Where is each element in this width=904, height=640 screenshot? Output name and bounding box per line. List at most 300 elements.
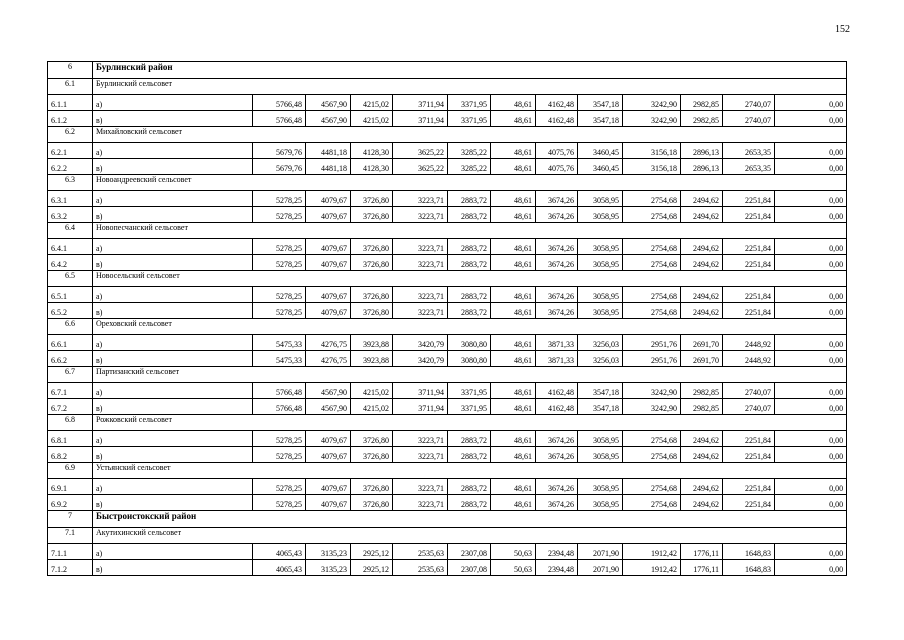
value-cell: 2754,68 (623, 447, 681, 463)
value-cell: 3242,90 (623, 111, 681, 127)
value-cell: 2448,92 (723, 335, 775, 351)
value-cell: 3923,88 (351, 351, 393, 367)
value-cell: 3223,71 (393, 303, 448, 319)
value-cell: 3674,26 (536, 239, 578, 255)
value-cell: 0,00 (775, 111, 847, 127)
row-code: 6.8 (48, 415, 93, 431)
value-cell: 3223,71 (393, 255, 448, 271)
table-row (48, 335, 847, 351)
value-cell: 0,00 (775, 495, 847, 511)
row-code: 6.2.2 (48, 159, 93, 175)
value-cell: 2251,84 (723, 207, 775, 223)
value-cell: 2494,62 (681, 191, 723, 207)
value-cell: 2982,85 (681, 399, 723, 415)
value-cell: 2740,07 (723, 95, 775, 111)
row-name: а) (93, 143, 253, 159)
value-cell: 2883,72 (448, 207, 491, 223)
row-name: Новопесчанский сельсовет (93, 223, 847, 239)
value-cell: 4079,67 (306, 495, 351, 511)
value-cell: 4079,67 (306, 431, 351, 447)
value-cell: 0,00 (775, 399, 847, 415)
row-code: 6.3.2 (48, 207, 93, 223)
value-cell: 2494,62 (681, 495, 723, 511)
value-cell: 2754,68 (623, 191, 681, 207)
row-code: 6.7.2 (48, 399, 93, 415)
value-cell: 0,00 (775, 255, 847, 271)
value-cell: 5278,25 (253, 287, 306, 303)
value-cell: 3726,80 (351, 239, 393, 255)
value-cell: 2982,85 (681, 383, 723, 399)
value-cell: 2896,13 (681, 159, 723, 175)
value-cell: 3285,22 (448, 143, 491, 159)
value-cell: 5278,25 (253, 255, 306, 271)
value-cell: 2251,84 (723, 303, 775, 319)
table-row (48, 95, 847, 111)
value-cell: 48,61 (491, 191, 536, 207)
council-row (48, 415, 847, 431)
value-cell: 4215,02 (351, 399, 393, 415)
value-cell: 48,61 (491, 479, 536, 495)
row-code: 6.9 (48, 463, 93, 479)
value-cell: 3674,26 (536, 495, 578, 511)
row-name: Новосельский сельсовет (93, 271, 847, 287)
value-cell: 2494,62 (681, 303, 723, 319)
value-cell: 3547,18 (578, 383, 623, 399)
value-cell: 3256,03 (578, 335, 623, 351)
value-cell: 3711,94 (393, 399, 448, 415)
value-cell: 48,61 (491, 95, 536, 111)
value-cell: 3371,95 (448, 399, 491, 415)
value-cell: 50,63 (491, 544, 536, 560)
value-cell: 3242,90 (623, 399, 681, 415)
district-row (48, 62, 847, 79)
value-cell: 48,61 (491, 255, 536, 271)
value-cell: 2251,84 (723, 479, 775, 495)
row-name: в) (93, 447, 253, 463)
value-cell: 4075,76 (536, 159, 578, 175)
value-cell: 3058,95 (578, 191, 623, 207)
value-cell: 3674,26 (536, 207, 578, 223)
value-cell: 5278,25 (253, 495, 306, 511)
row-name: а) (93, 287, 253, 303)
table-row (48, 383, 847, 399)
value-cell: 0,00 (775, 479, 847, 495)
value-cell: 1912,42 (623, 544, 681, 560)
value-cell: 1776,11 (681, 544, 723, 560)
value-cell: 0,00 (775, 544, 847, 560)
council-row (48, 528, 847, 544)
value-cell: 3135,23 (306, 560, 351, 576)
value-cell: 5766,48 (253, 111, 306, 127)
value-cell: 4481,18 (306, 159, 351, 175)
value-cell: 2883,72 (448, 447, 491, 463)
value-cell: 4162,48 (536, 111, 578, 127)
value-cell: 3711,94 (393, 111, 448, 127)
table-body (48, 62, 847, 576)
table-row (48, 447, 847, 463)
row-name: а) (93, 383, 253, 399)
value-cell: 3726,80 (351, 303, 393, 319)
value-cell: 2494,62 (681, 239, 723, 255)
row-name: а) (93, 479, 253, 495)
value-cell: 0,00 (775, 335, 847, 351)
value-cell: 0,00 (775, 303, 847, 319)
value-cell: 48,61 (491, 207, 536, 223)
value-cell: 4079,67 (306, 239, 351, 255)
council-row (48, 319, 847, 335)
value-cell: 3223,71 (393, 191, 448, 207)
value-cell: 2251,84 (723, 287, 775, 303)
row-code: 6.4.2 (48, 255, 93, 271)
row-name: Устьянский сельсовет (93, 463, 847, 479)
value-cell: 3080,80 (448, 335, 491, 351)
row-name: в) (93, 159, 253, 175)
value-cell: 4276,75 (306, 351, 351, 367)
value-cell: 2951,76 (623, 335, 681, 351)
council-row (48, 79, 847, 95)
row-code: 6 (48, 62, 93, 79)
row-name: Партизанский сельсовет (93, 367, 847, 383)
value-cell: 2251,84 (723, 255, 775, 271)
value-cell: 4128,30 (351, 159, 393, 175)
value-cell: 4079,67 (306, 287, 351, 303)
value-cell: 4567,90 (306, 399, 351, 415)
row-code: 6.5.1 (48, 287, 93, 303)
value-cell: 2754,68 (623, 239, 681, 255)
value-cell: 3674,26 (536, 191, 578, 207)
value-cell: 5766,48 (253, 399, 306, 415)
value-cell: 2251,84 (723, 495, 775, 511)
value-cell: 3223,71 (393, 207, 448, 223)
value-cell: 3726,80 (351, 207, 393, 223)
value-cell: 48,61 (491, 287, 536, 303)
row-code: 6.5 (48, 271, 93, 287)
table-row (48, 479, 847, 495)
council-row (48, 463, 847, 479)
value-cell: 3726,80 (351, 431, 393, 447)
table-row (48, 351, 847, 367)
row-code: 6.9.2 (48, 495, 93, 511)
value-cell: 3242,90 (623, 383, 681, 399)
value-cell: 2307,08 (448, 544, 491, 560)
value-cell: 2982,85 (681, 111, 723, 127)
value-cell: 4079,67 (306, 447, 351, 463)
value-cell: 2494,62 (681, 255, 723, 271)
value-cell: 4079,67 (306, 255, 351, 271)
district-row (48, 511, 847, 528)
value-cell: 0,00 (775, 560, 847, 576)
value-cell: 0,00 (775, 95, 847, 111)
value-cell: 48,61 (491, 159, 536, 175)
row-code: 6.8.2 (48, 447, 93, 463)
value-cell: 3871,33 (536, 335, 578, 351)
row-name: Ореховский сельсовет (93, 319, 847, 335)
council-row (48, 223, 847, 239)
value-cell: 3223,71 (393, 447, 448, 463)
value-cell: 3285,22 (448, 159, 491, 175)
value-cell: 3726,80 (351, 191, 393, 207)
table-row (48, 143, 847, 159)
table-row (48, 239, 847, 255)
row-code: 6.9.1 (48, 479, 93, 495)
row-name: а) (93, 544, 253, 560)
row-name: Рожковский сельсовет (93, 415, 847, 431)
value-cell: 0,00 (775, 207, 847, 223)
value-cell: 4215,02 (351, 383, 393, 399)
value-cell: 4079,67 (306, 479, 351, 495)
value-cell: 5475,33 (253, 335, 306, 351)
value-cell: 3871,33 (536, 351, 578, 367)
value-cell: 3674,26 (536, 447, 578, 463)
value-cell: 48,61 (491, 111, 536, 127)
row-code: 6.4.1 (48, 239, 93, 255)
table-row (48, 303, 847, 319)
value-cell: 3371,95 (448, 111, 491, 127)
value-cell: 3726,80 (351, 447, 393, 463)
row-code: 6.1.2 (48, 111, 93, 127)
row-code: 6.3.1 (48, 191, 93, 207)
council-row (48, 127, 847, 143)
row-name: в) (93, 351, 253, 367)
value-cell: 2307,08 (448, 560, 491, 576)
value-cell: 4481,18 (306, 143, 351, 159)
row-code: 6.7.1 (48, 383, 93, 399)
value-cell: 5766,48 (253, 95, 306, 111)
row-name: в) (93, 303, 253, 319)
value-cell: 2691,70 (681, 351, 723, 367)
value-cell: 48,61 (491, 383, 536, 399)
row-code: 6.8.1 (48, 431, 93, 447)
table-row (48, 560, 847, 576)
value-cell: 2883,72 (448, 287, 491, 303)
value-cell: 4162,48 (536, 95, 578, 111)
value-cell: 3726,80 (351, 479, 393, 495)
row-code: 7.1 (48, 528, 93, 544)
value-cell: 2494,62 (681, 207, 723, 223)
value-cell: 3242,90 (623, 95, 681, 111)
value-cell: 2251,84 (723, 239, 775, 255)
row-name: Быстроистокский район (93, 511, 847, 528)
value-cell: 3674,26 (536, 303, 578, 319)
row-name: а) (93, 191, 253, 207)
value-cell: 3223,71 (393, 431, 448, 447)
value-cell: 3156,18 (623, 143, 681, 159)
value-cell: 3371,95 (448, 383, 491, 399)
value-cell: 3058,95 (578, 255, 623, 271)
value-cell: 2925,12 (351, 544, 393, 560)
value-cell: 4215,02 (351, 111, 393, 127)
row-name: в) (93, 255, 253, 271)
value-cell: 4128,30 (351, 143, 393, 159)
row-name: в) (93, 111, 253, 127)
value-cell: 2071,90 (578, 560, 623, 576)
value-cell: 3625,22 (393, 143, 448, 159)
value-cell: 5475,33 (253, 351, 306, 367)
value-cell: 5278,25 (253, 191, 306, 207)
value-cell: 48,61 (491, 495, 536, 511)
council-row (48, 271, 847, 287)
value-cell: 3223,71 (393, 287, 448, 303)
value-cell: 4075,76 (536, 143, 578, 159)
value-cell: 0,00 (775, 447, 847, 463)
value-cell: 5766,48 (253, 383, 306, 399)
page-number: 152 (835, 24, 850, 35)
row-code: 6.6.2 (48, 351, 93, 367)
value-cell: 3460,45 (578, 159, 623, 175)
value-cell: 2982,85 (681, 95, 723, 111)
value-cell: 3547,18 (578, 95, 623, 111)
table-row (48, 191, 847, 207)
table-row (48, 495, 847, 511)
value-cell: 48,61 (491, 399, 536, 415)
value-cell: 1648,83 (723, 560, 775, 576)
table-row (48, 287, 847, 303)
table-row (48, 399, 847, 415)
value-cell: 2925,12 (351, 560, 393, 576)
value-cell: 2251,84 (723, 431, 775, 447)
value-cell: 2883,72 (448, 479, 491, 495)
value-cell: 3711,94 (393, 383, 448, 399)
row-name: Бурлинский район (93, 62, 847, 79)
row-code: 6.6.1 (48, 335, 93, 351)
value-cell: 3726,80 (351, 255, 393, 271)
value-cell: 3420,79 (393, 335, 448, 351)
row-code: 6.7 (48, 367, 93, 383)
value-cell: 2883,72 (448, 191, 491, 207)
value-cell: 2494,62 (681, 479, 723, 495)
value-cell: 0,00 (775, 431, 847, 447)
row-code: 6.2 (48, 127, 93, 143)
value-cell: 1648,83 (723, 544, 775, 560)
table-row (48, 255, 847, 271)
value-cell: 2754,68 (623, 479, 681, 495)
row-code: 7 (48, 511, 93, 528)
row-code: 6.1 (48, 79, 93, 95)
value-cell: 48,61 (491, 431, 536, 447)
value-cell: 2951,76 (623, 351, 681, 367)
value-cell: 5278,25 (253, 479, 306, 495)
value-cell: 0,00 (775, 383, 847, 399)
value-cell: 5278,25 (253, 447, 306, 463)
row-name: а) (93, 335, 253, 351)
value-cell: 4065,43 (253, 544, 306, 560)
value-cell: 0,00 (775, 287, 847, 303)
council-row (48, 367, 847, 383)
value-cell: 0,00 (775, 159, 847, 175)
value-cell: 3223,71 (393, 239, 448, 255)
table-row (48, 111, 847, 127)
row-name: Акутихинский сельсовет (93, 528, 847, 544)
value-cell: 2251,84 (723, 447, 775, 463)
value-cell: 2653,35 (723, 159, 775, 175)
value-cell: 3156,18 (623, 159, 681, 175)
value-cell: 2883,72 (448, 495, 491, 511)
value-cell: 3547,18 (578, 111, 623, 127)
value-cell: 4162,48 (536, 383, 578, 399)
value-cell: 5679,76 (253, 159, 306, 175)
value-cell: 2535,63 (393, 544, 448, 560)
value-cell: 48,61 (491, 335, 536, 351)
value-cell: 2535,63 (393, 560, 448, 576)
value-cell: 3625,22 (393, 159, 448, 175)
value-cell: 3058,95 (578, 495, 623, 511)
value-cell: 2071,90 (578, 544, 623, 560)
value-cell: 2754,68 (623, 431, 681, 447)
value-cell: 4215,02 (351, 95, 393, 111)
value-cell: 5278,25 (253, 303, 306, 319)
value-cell: 0,00 (775, 239, 847, 255)
value-cell: 2653,35 (723, 143, 775, 159)
value-cell: 4065,43 (253, 560, 306, 576)
value-cell: 2394,48 (536, 560, 578, 576)
value-cell: 5278,25 (253, 239, 306, 255)
row-name: в) (93, 560, 253, 576)
value-cell: 2754,68 (623, 495, 681, 511)
row-code: 6.4 (48, 223, 93, 239)
row-code: 6.6 (48, 319, 93, 335)
value-cell: 2883,72 (448, 255, 491, 271)
value-cell: 3058,95 (578, 303, 623, 319)
value-cell: 2883,72 (448, 303, 491, 319)
row-name: а) (93, 239, 253, 255)
value-cell: 3058,95 (578, 431, 623, 447)
value-cell: 2754,68 (623, 255, 681, 271)
value-cell: 2754,68 (623, 303, 681, 319)
value-cell: 2883,72 (448, 239, 491, 255)
value-cell: 3726,80 (351, 495, 393, 511)
value-cell: 4567,90 (306, 111, 351, 127)
value-cell: 3135,23 (306, 544, 351, 560)
value-cell: 3420,79 (393, 351, 448, 367)
value-cell: 3058,95 (578, 239, 623, 255)
row-name: Новоандреевский сельсовет (93, 175, 847, 191)
value-cell: 4276,75 (306, 335, 351, 351)
tariff-table (47, 61, 847, 576)
row-name: а) (93, 95, 253, 111)
row-code: 6.3 (48, 175, 93, 191)
value-cell: 4567,90 (306, 95, 351, 111)
table-row (48, 207, 847, 223)
value-cell: 3711,94 (393, 95, 448, 111)
council-row (48, 175, 847, 191)
row-name: в) (93, 207, 253, 223)
value-cell: 2251,84 (723, 191, 775, 207)
value-cell: 2883,72 (448, 431, 491, 447)
value-cell: 48,61 (491, 303, 536, 319)
value-cell: 48,61 (491, 351, 536, 367)
row-code: 6.5.2 (48, 303, 93, 319)
value-cell: 3058,95 (578, 447, 623, 463)
value-cell: 2740,07 (723, 111, 775, 127)
value-cell: 4079,67 (306, 303, 351, 319)
value-cell: 3058,95 (578, 287, 623, 303)
value-cell: 3256,03 (578, 351, 623, 367)
value-cell: 1912,42 (623, 560, 681, 576)
value-cell: 1776,11 (681, 560, 723, 576)
row-name: Бурлинский сельсовет (93, 79, 847, 95)
value-cell: 3058,95 (578, 207, 623, 223)
value-cell: 2740,07 (723, 383, 775, 399)
value-cell: 48,61 (491, 143, 536, 159)
value-cell: 0,00 (775, 351, 847, 367)
row-code: 6.2.1 (48, 143, 93, 159)
row-code: 6.1.1 (48, 95, 93, 111)
value-cell: 5679,76 (253, 143, 306, 159)
value-cell: 2691,70 (681, 335, 723, 351)
row-code: 7.1.2 (48, 560, 93, 576)
value-cell: 50,63 (491, 560, 536, 576)
value-cell: 5278,25 (253, 207, 306, 223)
